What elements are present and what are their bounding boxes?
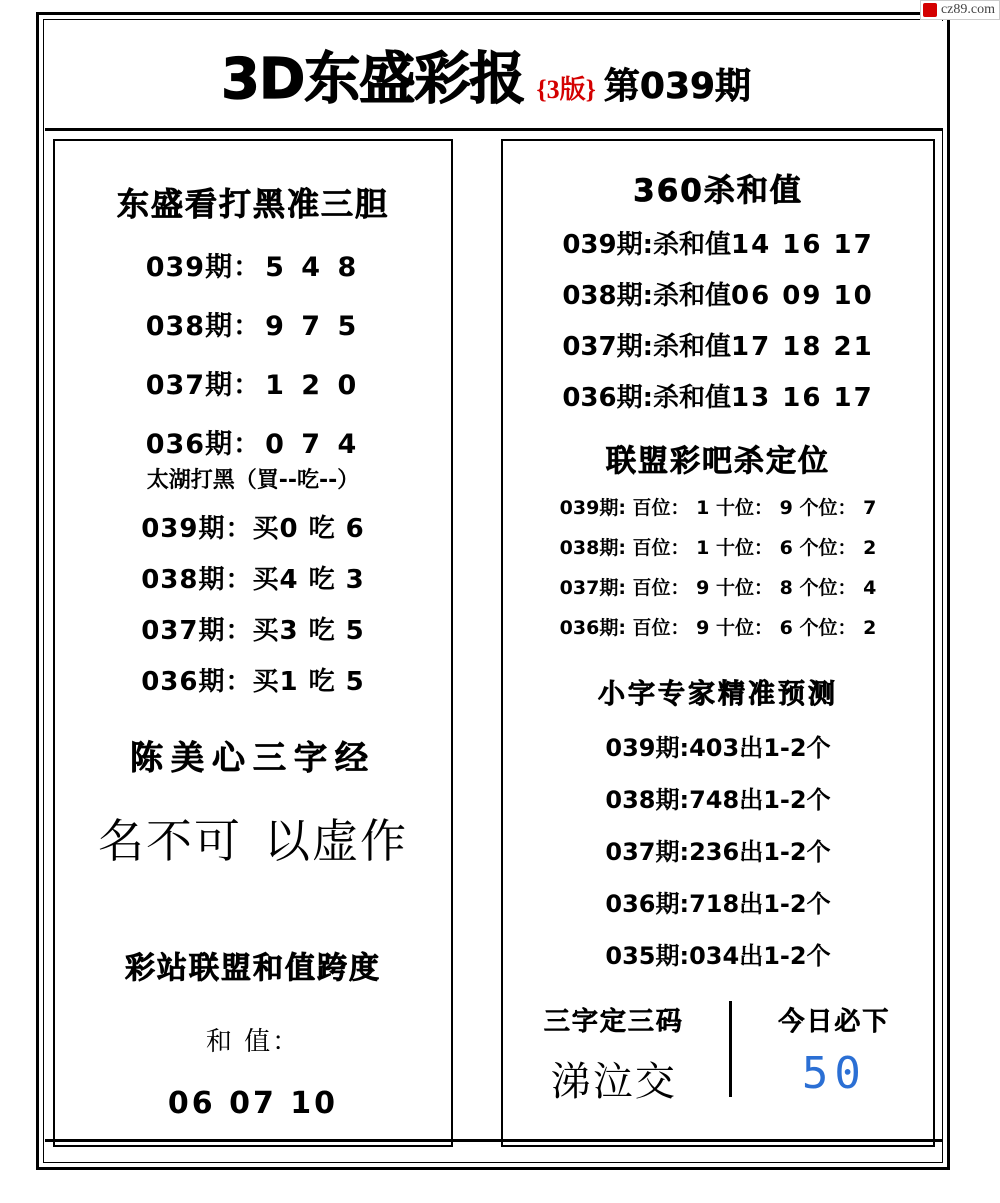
period-label: 038期： bbox=[145, 311, 262, 342]
issue-number: 第039期 bbox=[603, 65, 752, 107]
row-value: 748出1-2个 bbox=[689, 786, 831, 814]
right-section2-row bbox=[503, 613, 933, 640]
period-label: 039期： bbox=[141, 514, 253, 544]
period-label: 036期： bbox=[141, 667, 253, 697]
left-section1-row bbox=[55, 304, 451, 343]
left-section1-row bbox=[55, 245, 451, 284]
shi-position: 十位： 6 bbox=[716, 617, 793, 639]
period-label: 038期: bbox=[605, 786, 690, 814]
poster-body bbox=[45, 131, 943, 1157]
period-value: 0 7 4 bbox=[265, 429, 361, 460]
bottom-right-title: 今日必下 bbox=[778, 1007, 891, 1037]
poster-header bbox=[45, 21, 943, 131]
row-value: 14 16 17 bbox=[731, 230, 874, 260]
right-section3-row bbox=[503, 832, 933, 867]
left-section1-row bbox=[55, 422, 451, 461]
left-section2-row bbox=[55, 661, 451, 698]
left-section4-title: 彩站联盟和值跨度 bbox=[125, 951, 381, 986]
period-value: 9 7 5 bbox=[265, 311, 361, 342]
right-section2-title: 联盟彩吧杀定位 bbox=[606, 444, 830, 479]
row-label: 杀和值 bbox=[653, 230, 732, 260]
ge-position: 个位： 2 bbox=[799, 537, 877, 559]
edition-badge: {3版} bbox=[536, 74, 596, 104]
shi-position: 十位： 6 bbox=[716, 537, 793, 559]
shi-position: 十位： 8 bbox=[716, 577, 793, 599]
ge-position: 个位： 4 bbox=[799, 577, 877, 599]
hezhi-label: 和 值： bbox=[205, 1027, 301, 1057]
right-section3-title: 小字专家精准预测 bbox=[598, 679, 838, 710]
row-value: 403出1-2个 bbox=[689, 734, 831, 762]
period-value: 5 4 8 bbox=[265, 252, 361, 283]
right-column bbox=[501, 139, 935, 1147]
period-label: 036期: bbox=[559, 617, 626, 639]
period-value: 1 2 0 bbox=[265, 370, 361, 401]
bottom-left-value: 涕泣交 bbox=[550, 1059, 677, 1105]
period-label: 037期： bbox=[145, 370, 262, 401]
hezhi-values: 06 07 10 bbox=[167, 1086, 339, 1121]
bai-position: 百位： 1 bbox=[632, 497, 710, 519]
left-section1-title: 东盛看打黑准三胆 bbox=[116, 185, 389, 223]
left-section3-title: 陈美心三字经 bbox=[130, 738, 376, 777]
period-value: 买3 吃 5 bbox=[252, 616, 365, 646]
ge-position: 个位： 7 bbox=[799, 497, 877, 519]
period-value: 买1 吃 5 bbox=[252, 667, 365, 697]
bottom-left-title: 三字定三码 bbox=[543, 1007, 684, 1037]
shi-position: 十位： 9 bbox=[716, 497, 793, 519]
bottom-right-block bbox=[736, 1001, 933, 1107]
poster-frame bbox=[36, 12, 950, 1170]
period-value: 买0 吃 6 bbox=[252, 514, 365, 544]
period-label: 037期： bbox=[141, 616, 253, 646]
right-section1-row bbox=[503, 326, 933, 363]
bottom-panel bbox=[503, 1001, 933, 1107]
watermark bbox=[920, 0, 1000, 20]
poem-part1: 名不可 bbox=[98, 814, 242, 868]
right-section1-row bbox=[503, 224, 933, 261]
watermark-text: cz89.com bbox=[940, 2, 995, 17]
right-section1-row bbox=[503, 275, 933, 312]
row-label: 杀和值 bbox=[653, 281, 732, 311]
right-section3-row bbox=[503, 780, 933, 815]
period-label: 039期: bbox=[605, 734, 690, 762]
left-section2-row bbox=[55, 610, 451, 647]
bai-position: 百位： 9 bbox=[632, 577, 710, 599]
right-section3-row bbox=[503, 728, 933, 763]
period-label: 038期： bbox=[141, 565, 253, 595]
period-label: 039期： bbox=[145, 252, 262, 283]
poem-part2: 以虚作 bbox=[264, 814, 408, 868]
bottom-right-value: 50 bbox=[801, 1048, 867, 1099]
left-section2-row bbox=[55, 508, 451, 545]
row-value: 718出1-2个 bbox=[689, 890, 831, 918]
right-section1-row bbox=[503, 377, 933, 414]
header-inner bbox=[221, 35, 751, 115]
page-title: 3D东盛彩报 bbox=[220, 46, 525, 112]
ge-position: 个位： 2 bbox=[799, 617, 877, 639]
period-label: 036期: bbox=[605, 890, 690, 918]
period-label: 038期: bbox=[559, 537, 626, 559]
left-section2-row bbox=[55, 559, 451, 596]
period-label: 036期: bbox=[562, 383, 653, 413]
row-label: 杀和值 bbox=[653, 332, 732, 362]
left-section2-note: 太湖打黑（買--吃--） bbox=[146, 468, 360, 493]
right-section3-row bbox=[503, 936, 933, 971]
period-label: 038期: bbox=[562, 281, 653, 311]
period-label: 039期: bbox=[559, 497, 626, 519]
row-label: 杀和值 bbox=[653, 383, 732, 413]
period-value: 买4 吃 3 bbox=[252, 565, 365, 595]
left-column bbox=[53, 139, 453, 1147]
period-label: 035期: bbox=[605, 942, 690, 970]
poem-line bbox=[55, 805, 451, 871]
right-section2-row bbox=[503, 573, 933, 600]
bottom-left-block bbox=[503, 1001, 725, 1107]
row-value: 236出1-2个 bbox=[689, 838, 831, 866]
period-label: 039期: bbox=[562, 230, 653, 260]
watermark-logo-icon bbox=[923, 3, 937, 17]
period-label: 036期： bbox=[145, 429, 262, 460]
bottom-divider bbox=[729, 1001, 732, 1097]
right-section3-row bbox=[503, 884, 933, 919]
left-section1-row bbox=[55, 363, 451, 402]
right-section2-row bbox=[503, 493, 933, 520]
right-section2-row bbox=[503, 533, 933, 560]
row-value: 17 18 21 bbox=[731, 332, 874, 362]
bai-position: 百位： 1 bbox=[632, 537, 710, 559]
footer-strip bbox=[45, 1139, 943, 1161]
right-section1-title: 360杀和值 bbox=[633, 173, 803, 209]
bai-position: 百位： 9 bbox=[632, 617, 710, 639]
period-label: 037期: bbox=[605, 838, 690, 866]
row-value: 034出1-2个 bbox=[689, 942, 831, 970]
period-label: 037期: bbox=[559, 577, 626, 599]
period-label: 037期: bbox=[562, 332, 653, 362]
row-value: 13 16 17 bbox=[731, 383, 874, 413]
row-value: 06 09 10 bbox=[731, 281, 874, 311]
